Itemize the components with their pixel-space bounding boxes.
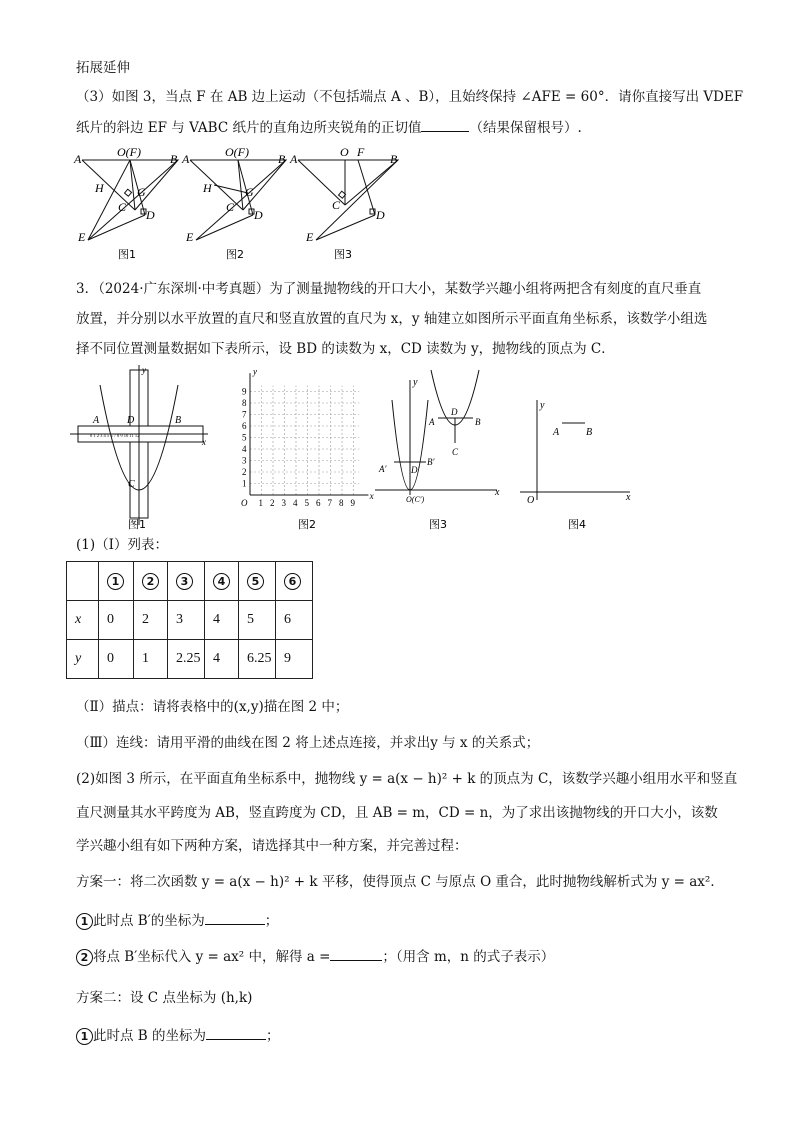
label-D: D bbox=[146, 208, 155, 222]
table-cell: 6.25 bbox=[239, 640, 276, 679]
axis-y: y bbox=[253, 366, 257, 377]
table-header-row bbox=[67, 562, 313, 601]
axis-x: x bbox=[369, 491, 374, 501]
data-table bbox=[66, 561, 313, 679]
question-text: 此时点 B 的坐标为 bbox=[93, 1028, 207, 1044]
plan2-text: 方案二：设 C 点坐标为 (h,k) bbox=[76, 990, 253, 1006]
part2-line2: 直尺测量其水平跨度为 AB，竖直跨度为 CD，且 AB = m，CD = n，为了求出该抛物线的开口大小，该数 bbox=[76, 805, 718, 821]
y-tick-label: 1 bbox=[242, 478, 247, 489]
table-cell: 6 bbox=[276, 601, 313, 640]
table-row bbox=[67, 601, 313, 640]
caption-fig2: 图2 bbox=[298, 518, 316, 531]
label-OF: O(F) bbox=[225, 145, 249, 159]
number-badge: 2 bbox=[76, 949, 93, 966]
label-O: O bbox=[527, 495, 535, 506]
table-cell: 1 bbox=[134, 640, 168, 679]
ruler-figure bbox=[70, 365, 208, 531]
figure-3 bbox=[289, 145, 398, 261]
label-A: A bbox=[93, 415, 100, 426]
number-badge: 1 bbox=[76, 913, 93, 930]
caption-fig2: 图2 bbox=[226, 248, 244, 261]
axis-y: y bbox=[540, 400, 545, 411]
table-header: 5 bbox=[239, 562, 276, 601]
x-tick-label: 9 bbox=[350, 498, 355, 508]
axis-x: x bbox=[202, 437, 206, 447]
part1-title: (1)（Ⅰ）列表： bbox=[76, 537, 168, 553]
table-cell: 2 bbox=[134, 601, 168, 640]
x-tick-label: 4 bbox=[293, 498, 298, 508]
y-tick-label: 7 bbox=[242, 409, 247, 420]
axis-y: y bbox=[142, 365, 146, 375]
table-row bbox=[67, 640, 313, 679]
label-D: D bbox=[127, 415, 135, 426]
label-E: E bbox=[78, 230, 86, 244]
label-D: D bbox=[376, 208, 385, 222]
y-tick-label: 9 bbox=[242, 386, 247, 397]
x-tick-label: 6 bbox=[316, 498, 321, 508]
part1-step2: （Ⅱ）描点：请将表格中的(x,y)描在图 2 中； bbox=[76, 699, 349, 715]
table-header: 6 bbox=[276, 562, 313, 601]
table-cell: 5 bbox=[239, 601, 276, 640]
label-B: B bbox=[390, 152, 398, 166]
number-badge: 1 bbox=[76, 1028, 93, 1045]
triangle-figures bbox=[70, 145, 410, 265]
label-B: B bbox=[278, 152, 286, 166]
caption-fig3: 图3 bbox=[334, 248, 352, 261]
y-tick-label: 6 bbox=[242, 421, 247, 431]
label-A: A bbox=[290, 152, 298, 166]
label-B: B bbox=[175, 415, 182, 426]
answer-blank[interactable] bbox=[330, 960, 382, 961]
part1-step3: （Ⅲ）连线：请用平滑的曲线在图 2 将上述点连接，并求出y 与 x 的关系式； bbox=[76, 735, 540, 751]
answer-blank[interactable] bbox=[205, 924, 265, 925]
answer-blank[interactable] bbox=[206, 1039, 266, 1040]
plan1-question2 bbox=[76, 947, 554, 967]
q3-line1: （3）如图 3，当点 F 在 AB 边上运动（不包括端点 A 、B），且始终保持 ∠AFE = 60°．请你直接写出 VDEF bbox=[76, 89, 744, 105]
label-O: O(C′) bbox=[406, 495, 425, 504]
problem3-line1: 3．（2024·广东深圳·中考真题）为了测量抛物线的开口大小，某数学兴趣小组将两把含有刻度的直尺垂直 bbox=[76, 281, 702, 297]
x-tick-label: 2 bbox=[270, 498, 275, 508]
parabola-figures bbox=[70, 365, 650, 540]
x-tick-label: 8 bbox=[339, 498, 344, 508]
label-C: C bbox=[452, 447, 459, 457]
part2-line1: (2)如图 3 所示，在平面直角坐标系中，抛物线 y = a(x − h)² + k 的顶点为 C，该数学兴趣小组用水平和竖直 bbox=[76, 771, 738, 787]
plan1-question1 bbox=[76, 911, 278, 931]
question-text: 此时点 B′的坐标为 bbox=[93, 913, 205, 929]
label-B: B bbox=[475, 417, 481, 427]
label-C: C bbox=[128, 479, 135, 490]
caption-fig1: 图1 bbox=[128, 518, 146, 531]
label-C: C bbox=[226, 200, 235, 214]
label-OF: O(F) bbox=[117, 145, 141, 159]
axis-x: x bbox=[626, 492, 631, 503]
label-B: B bbox=[586, 427, 593, 438]
y-tick-label: 2 bbox=[242, 467, 247, 477]
label-E: E bbox=[306, 230, 314, 244]
label-A1: A′ bbox=[379, 464, 387, 474]
figure-2 bbox=[181, 145, 286, 261]
label-G: G bbox=[137, 185, 146, 199]
section-heading: 拓展延伸 bbox=[76, 60, 130, 76]
punct: ； bbox=[264, 913, 279, 929]
label-B: B bbox=[170, 152, 178, 166]
caption-fig1: 图1 bbox=[118, 248, 136, 261]
y-tick-label: 5 bbox=[242, 432, 247, 443]
table-cell: 9 bbox=[276, 640, 313, 679]
y-tick-label: 4 bbox=[242, 444, 247, 454]
table-header: 3 bbox=[168, 562, 205, 601]
table-cell: 2.25 bbox=[168, 640, 205, 679]
table-cell: 0 bbox=[99, 640, 134, 679]
question-text: 将点 B′坐标代入 y = ax² 中，解得 a = bbox=[93, 949, 331, 965]
table-header: 2 bbox=[134, 562, 168, 601]
axis-y: y bbox=[413, 377, 418, 388]
x-tick-label: 5 bbox=[304, 498, 309, 508]
x-tick-label: 1 bbox=[258, 498, 263, 508]
axis-x: x bbox=[495, 487, 500, 498]
problem3-line3: 择不同位置测量数据如下表所示，设 BD 的读数为 x，CD 读数为 y，抛物线的顶点为 C． bbox=[76, 341, 615, 357]
label-A: A bbox=[429, 417, 435, 427]
label-C: C bbox=[332, 198, 341, 212]
label-G: G bbox=[245, 185, 254, 199]
table-header: 1 bbox=[99, 562, 134, 601]
label-A: A bbox=[74, 152, 82, 166]
label-F: F bbox=[357, 145, 365, 159]
table-header: 4 bbox=[205, 562, 239, 601]
question-hint: ；（用含 m，n 的式子表示） bbox=[382, 949, 555, 965]
figure-1 bbox=[73, 145, 178, 261]
q3-line2-a: 纸片的斜边 EF 与 VABC 纸片的直角边所夹锐角的正切值 bbox=[76, 120, 422, 136]
grid-figure bbox=[241, 366, 374, 531]
label-D: D bbox=[254, 208, 263, 222]
label-D1: D′ bbox=[411, 465, 420, 475]
coordinate-figure-4 bbox=[520, 400, 631, 531]
label-H: H bbox=[203, 181, 212, 195]
label-D: D bbox=[451, 407, 458, 417]
table-cell: x bbox=[67, 601, 99, 640]
q3-line2-b: （结果保留根号）. bbox=[469, 120, 582, 136]
caption-fig4: 图4 bbox=[568, 518, 586, 531]
table-cell: 3 bbox=[168, 601, 205, 640]
table-cell: 4 bbox=[205, 640, 239, 679]
table-cell: 0 bbox=[99, 601, 134, 640]
plan1-text: 方案一：将二次函数 y = a(x − h)² + k 平移，使得顶点 C 与原点 O 重合，此时抛物线解析式为 y = ax²． bbox=[76, 874, 724, 890]
label-A: A bbox=[553, 427, 560, 438]
label-A: A bbox=[182, 152, 190, 166]
label-C: C bbox=[118, 200, 127, 214]
problem3-line2: 放置，并分别以水平放置的直尺和竖直放置的直尺为 x，y 轴建立如图所示平面直角坐标系，该数学小组选 bbox=[76, 311, 708, 327]
q3-line2 bbox=[76, 118, 582, 138]
x-tick-label: O bbox=[241, 498, 248, 508]
answer-blank[interactable] bbox=[421, 131, 469, 132]
table-cell: 4 bbox=[205, 601, 239, 640]
plan2-question1 bbox=[76, 1026, 280, 1046]
label-O: O bbox=[340, 145, 349, 159]
part2-line3: 学兴趣小组有如下两种方案，请选择其中一种方案，并完善过程： bbox=[76, 838, 468, 854]
y-tick-label: 8 bbox=[242, 398, 247, 408]
x-tick-label: 7 bbox=[327, 498, 332, 508]
label-H: H bbox=[95, 181, 104, 195]
caption-fig3: 图3 bbox=[429, 518, 447, 531]
ruler-scale: 0 1 2 3 4 5 6 7 8 9 10 11 12 bbox=[90, 433, 140, 438]
label-B1: B′ bbox=[427, 457, 435, 467]
parabola-figure-3 bbox=[375, 370, 500, 531]
table-cell: y bbox=[67, 640, 99, 679]
label-E: E bbox=[186, 230, 194, 244]
punct: ； bbox=[266, 1028, 280, 1044]
table-cell bbox=[67, 562, 99, 601]
x-tick-label: 3 bbox=[281, 498, 286, 508]
y-tick-label: 3 bbox=[242, 455, 247, 466]
